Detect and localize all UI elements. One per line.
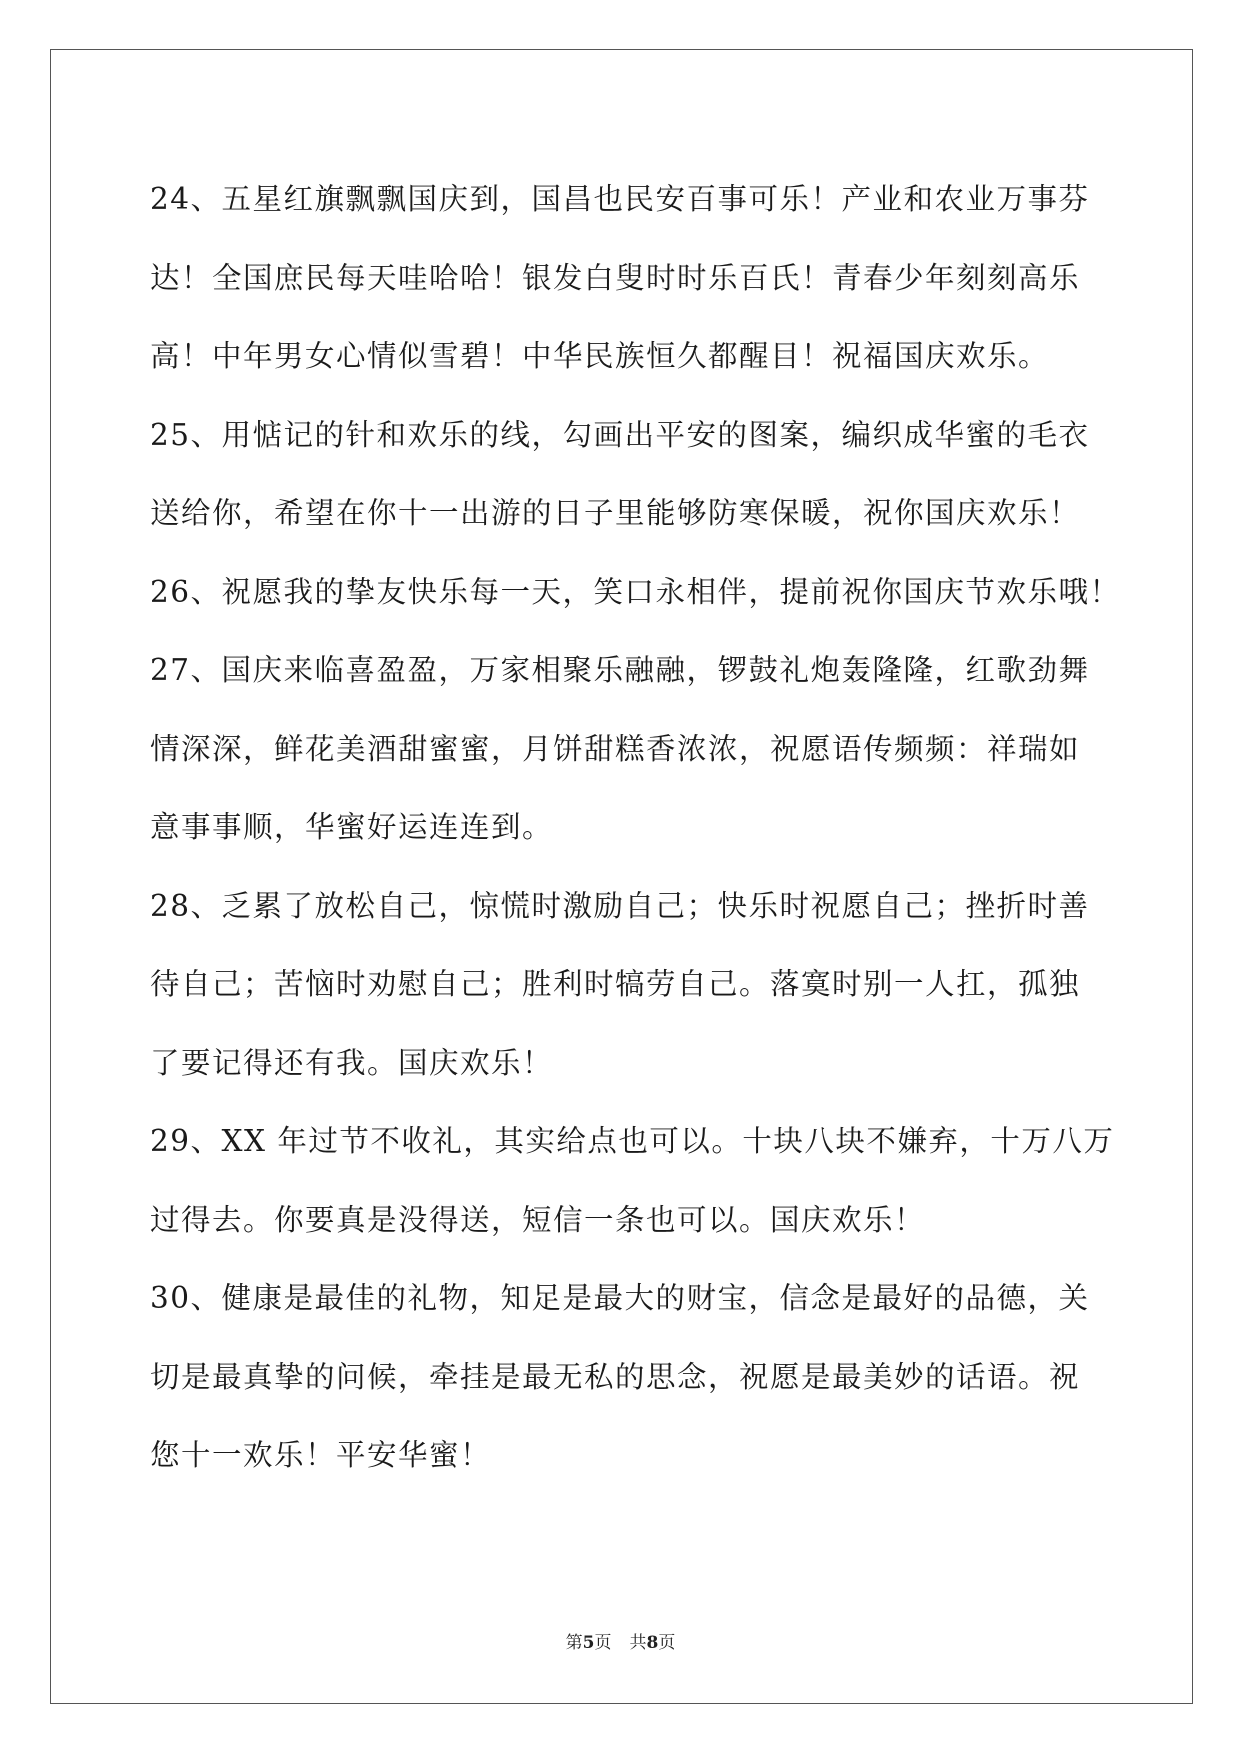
text-line: 24、五星红旗飘飘国庆到，国昌也民安百事可乐！产业和农业万事芬 xyxy=(150,182,1090,216)
current-page-number: 5 xyxy=(582,1633,595,1653)
paragraph-24 xyxy=(150,160,1095,396)
text-line: 28、乏累了放松自己，惊慌时激励自己；快乐时祝愿自己；挫折时善 xyxy=(150,888,1090,923)
text-line: 高！中年男女心情似雪碧！中华民族恒久都醒目！祝福国庆欢乐。 xyxy=(150,339,1050,373)
text-line: 切是最真挚的问候，牵挂是最无私的思念，祝愿是最美妙的话语。祝 xyxy=(150,1359,1081,1394)
paragraph-30 xyxy=(150,1259,1095,1495)
page-number-prefix: 第 xyxy=(565,1633,583,1653)
text-line: 29、XX 年过节不收礼，其实给点也可以。十块八块不嫌弃，十万八万 xyxy=(150,1124,1115,1158)
page-footer xyxy=(0,1628,1241,1653)
total-pages-number: 8 xyxy=(646,1633,659,1653)
text-line: 送给你，希望在你十一出游的日子里能够防寒保暖，祝你国庆欢乐！ xyxy=(150,496,1081,530)
paragraph-26 xyxy=(150,553,1121,632)
paragraph-29 xyxy=(150,1102,1115,1259)
paragraph-28 xyxy=(150,867,1095,1103)
total-pages-prefix: 共 xyxy=(629,1633,647,1653)
page-number-suffix: 页 xyxy=(594,1633,612,1653)
text-line: 30、健康是最佳的礼物，知足是最大的财宝，信念是最好的品德，关 xyxy=(150,1281,1090,1315)
text-line: 27、国庆来临喜盈盈，万家相聚乐融融，锣鼓礼炮轰隆隆，红歌劲舞 xyxy=(150,653,1090,687)
text-line: 过得去。你要真是没得送，短信一条也可以。国庆欢乐！ xyxy=(150,1202,926,1237)
text-line: 25、用惦记的针和欢乐的线，勾画出平安的图案，编织成华蜜的毛衣 xyxy=(150,417,1090,452)
total-pages-suffix: 页 xyxy=(658,1633,676,1653)
text-line: 您十一欢乐！平安华蜜！ xyxy=(150,1438,492,1472)
document-body xyxy=(150,160,1121,1495)
text-line: 26、祝愿我的挚友快乐每一天，笑口永相伴，提前祝你国庆节欢乐哦！ xyxy=(150,574,1121,609)
text-line: 达！全国庶民每天哇哈哈！银发白叟时时乐百氏！青春少年刻刻高乐 xyxy=(150,260,1081,295)
text-line: 意事事顺，华蜜好运连连到。 xyxy=(150,810,554,844)
text-line: 待自己；苦恼时劝慰自己；胜利时犒劳自己。落寞时别一人扛，孤独 xyxy=(150,967,1081,1001)
text-line: 了要记得还有我。国庆欢乐！ xyxy=(150,1045,554,1080)
paragraph-25 xyxy=(150,396,1095,553)
text-line: 情深深，鲜花美酒甜蜜蜜，月饼甜糕香浓浓，祝愿语传频频：祥瑞如 xyxy=(150,731,1081,766)
paragraph-27 xyxy=(150,631,1095,867)
